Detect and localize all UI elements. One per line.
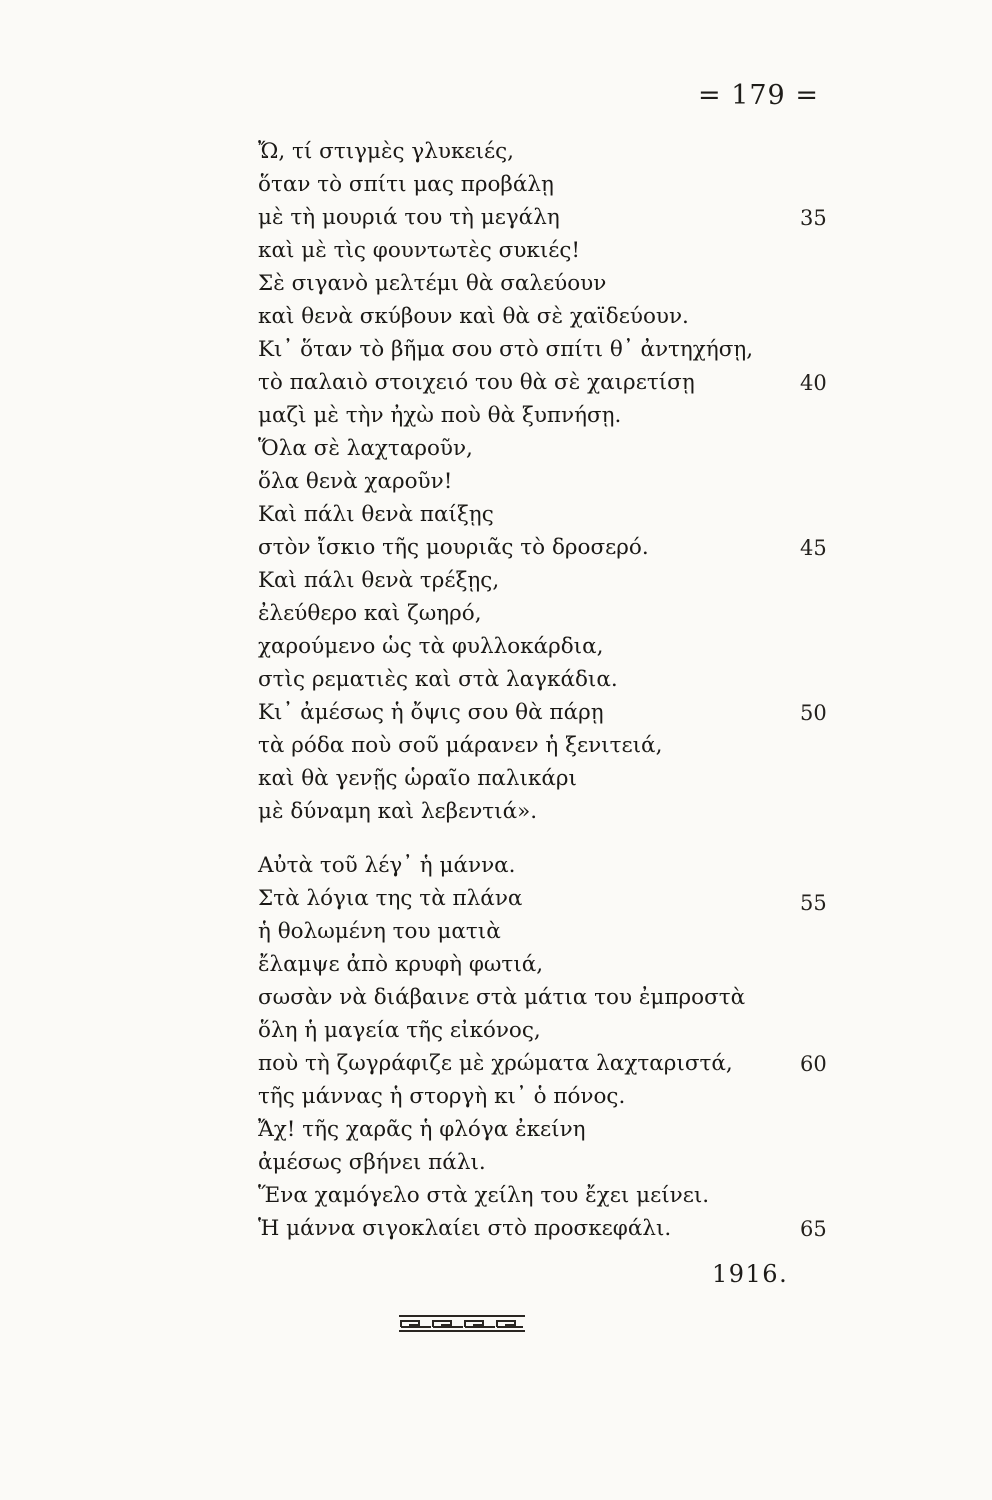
line-number-65: 65 bbox=[800, 1217, 827, 1241]
line-number-45: 45 bbox=[800, 536, 827, 560]
line-number-35: 35 bbox=[800, 206, 827, 230]
poem-line-26: σωσὰν νὰ διάβαινε στὰ μάτια του ἐμπροστὰ bbox=[258, 985, 746, 1010]
poem-line-22: Αὐτὰ τοῦ λέγ᾿ ἡ μάννα. bbox=[258, 853, 516, 878]
end-ornament bbox=[397, 1312, 527, 1334]
poem-line-14: Καὶ πάλι θενὰ τρέξῃς, bbox=[258, 568, 500, 593]
poem-line-33: Ἡ μάννα σιγοκλαίει στὸ προσκεφάλι. bbox=[258, 1216, 672, 1241]
poem-date: 1916. bbox=[712, 1260, 789, 1288]
poem-line-16: χαρούμενο ὡς τὰ φυλλοκάρδια, bbox=[258, 634, 604, 659]
poem-line-23: Στὰ λόγια της τὰ πλάνα bbox=[258, 886, 523, 911]
page-number bbox=[698, 80, 819, 111]
poem-line-5: Σὲ σιγανὸ μελτέμι θὰ σαλεύουν bbox=[258, 271, 607, 296]
poem-line-4: καὶ μὲ τὶς φουντωτὲς συκιές! bbox=[258, 238, 581, 263]
poem-line-19: τὰ ρόδα ποὺ σοῦ μάρανεν ἡ ξενιτειά, bbox=[258, 733, 663, 758]
poem-line-8: τὸ παλαιὸ στοιχειό του θὰ σὲ χαιρετίσῃ bbox=[258, 370, 695, 395]
poem-line-21: μὲ δύναμη καὶ λεβεντιά». bbox=[258, 799, 538, 824]
line-number-50: 50 bbox=[800, 701, 827, 725]
poem-line-12: Καὶ πάλι θενὰ παίξῃς bbox=[258, 502, 494, 527]
poem-line-30: Ἄχ! τῆς χαρᾶς ἡ φλόγα ἐκείνη bbox=[258, 1117, 586, 1142]
poem-line-18: Κι᾿ ἀμέσως ἡ ὄψις σου θὰ πάρῃ bbox=[258, 700, 604, 725]
line-number-55: 55 bbox=[800, 891, 827, 915]
poem-line-20: καὶ θὰ γενῇς ὡραῖο παλικάρι bbox=[258, 766, 577, 791]
poem-line-31: ἀμέσως σβήνει πάλι. bbox=[258, 1150, 486, 1175]
poem-line-32: Ἕνα χαμόγελο στὰ χείλη του ἔχει μείνει. bbox=[258, 1183, 710, 1208]
line-number-60: 60 bbox=[800, 1052, 827, 1076]
poem-line-3: μὲ τὴ μουριά του τὴ μεγάλη bbox=[258, 205, 560, 230]
page-number-text: = 179 = bbox=[698, 80, 819, 111]
poem-line-1: Ὤ, τί στιγμὲς γλυκειές, bbox=[258, 139, 514, 164]
poem-line-2: ὅταν τὸ σπίτι μας προβάλῃ bbox=[258, 172, 554, 197]
poem-line-29: τῆς μάννας ἡ στοργὴ κι᾿ ὁ πόνος. bbox=[258, 1084, 626, 1109]
line-number-40: 40 bbox=[800, 371, 827, 395]
poem-line-17: στὶς ρεματιὲς καὶ στὰ λαγκάδια. bbox=[258, 667, 618, 692]
poem-line-25: ἔλαμψε ἀπὸ κρυφὴ φωτιά, bbox=[258, 952, 544, 977]
poem-line-11: ὅλα θενὰ χαροῦν! bbox=[258, 469, 453, 494]
poem-line-10: Ὅλα σὲ λαχταροῦν, bbox=[258, 436, 473, 461]
poem-line-6: καὶ θενὰ σκύβουν καὶ θὰ σὲ χαϊδεύουν. bbox=[258, 304, 689, 329]
poem-line-9: μαζὶ μὲ τὴν ἠχὼ ποὺ θὰ ξυπνήσῃ. bbox=[258, 403, 622, 428]
poem-line-28: ποὺ τὴ ζωγράφιζε μὲ χρώματα λαχταριστά, bbox=[258, 1051, 733, 1076]
poem-line-15: ἐλεύθερο καὶ ζωηρό, bbox=[258, 601, 482, 626]
poem-line-24: ἡ θολωμένη του ματιὰ bbox=[258, 919, 501, 944]
poem-line-27: ὅλη ἡ μαγεία τῆς εἰκόνος, bbox=[258, 1018, 541, 1043]
poem-line-7: Κι᾿ ὅταν τὸ βῆμα σου στὸ σπίτι θ᾿ ἀντηχήσῃ, bbox=[258, 337, 754, 362]
poem-line-13: στὸν ἴσκιο τῆς μουριᾶς τὸ δροσερό. bbox=[258, 535, 649, 560]
